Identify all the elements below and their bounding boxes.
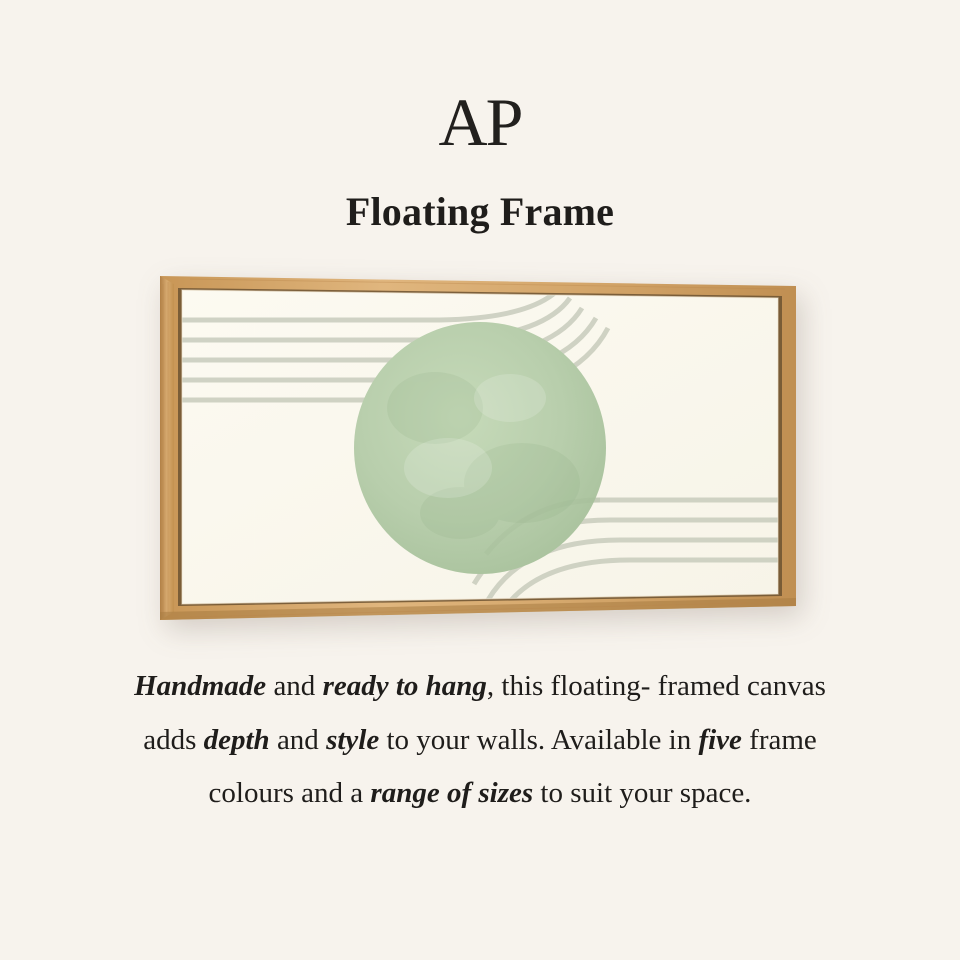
brand-monogram: AP [438,84,522,160]
description-line-1 [134,670,658,702]
desc-emph-handmade: Handmade [134,670,267,702]
framed-artwork-mockup [130,268,830,628]
product-description [110,660,850,821]
desc-text-1d: , this floating- [486,670,651,702]
desc-emph-depth: depth [203,723,270,756]
desc-emph-ready-to-hang: ready to hang [322,670,487,702]
desc-text-2c: and [269,723,327,756]
desc-emph-range-of: range of [370,777,472,810]
canvas-artwork [180,288,780,612]
desc-text-4b: to suit your space. [533,777,752,810]
desc-emph-five: five [698,723,742,756]
desc-text-2e: to your walls. [379,723,546,756]
desc-text-3a: Available in [550,723,699,756]
desc-emph-style: style [326,723,380,756]
description-line-4 [478,777,751,809]
frame-wrapper [130,268,830,628]
desc-emph-sizes: sizes [478,777,534,810]
desc-text-2a: framed canvas adds [143,670,826,756]
page-title: Floating Frame [345,189,615,234]
desc-text-3c: frame colours and a [208,723,817,810]
desc-text-1b: and [266,670,323,702]
